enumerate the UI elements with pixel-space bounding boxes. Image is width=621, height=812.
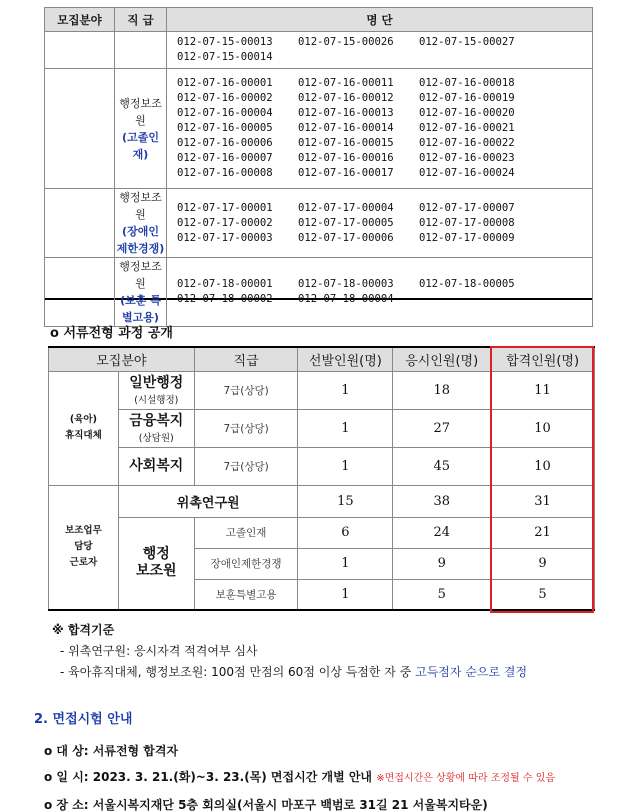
row-field: 일반행정 (시설행정) [118,371,194,409]
candidate-id: 012-07-16-00004 [177,107,273,119]
candidate-id: 012-07-17-00001 [177,201,273,214]
interview-place: o 장 소: 서울시복지재단 5층 회의실(서울시 마포구 백범로 31길 21 서울복지타운) [44,798,488,812]
section-title-interview: 2. 면접시험 안내 [34,712,133,727]
roster-field-name: 행정보조원 [119,191,162,221]
candidate-id: 012-07-17-00007 [419,201,515,214]
interview-info [44,738,555,812]
candidate-id: 012-07-16-00007 [177,152,273,164]
candidate-id: 012-07-17-00005 [298,216,394,229]
row-passed: 5 [491,579,595,610]
roster-blank-cell [45,258,115,327]
row-rank: 7급(상당) [194,447,298,485]
pass-criteria [52,620,527,683]
row-applied: 27 [393,409,491,447]
roster-field-cell [115,32,167,69]
roster-field-cell [115,189,167,258]
row-applied: 24 [393,517,491,548]
row-selected: 1 [298,579,393,610]
roster-blank-cell [45,32,115,69]
row-selected: 1 [298,548,393,579]
roster-field-cell [115,258,167,327]
candidate-id: 012-07-17-00009 [419,231,515,244]
roster-row [45,189,593,258]
roster-id-list [167,32,593,69]
candidate-id: 012-07-16-00005 [177,122,273,134]
candidate-id: 012-07-16-00019 [419,92,515,104]
row-passed: 10 [491,447,595,485]
candidate-id: 012-07-17-00008 [419,216,515,229]
row-applied: 45 [393,447,491,485]
roster-frame [44,7,593,324]
candidate-id: 012-07-17-00004 [298,201,394,214]
candidate-id: 012-07-16-00023 [419,152,515,164]
candidate-id: 012-07-15-00026 [298,36,394,48]
row-applied: 38 [393,485,491,517]
section-title-screening: o 서류전형 과정 공개 [50,326,173,341]
roster-id-list [167,69,593,189]
roster-row [45,258,593,327]
roster-id-list [167,258,593,327]
row-subfield: 고졸인재 [194,517,298,548]
candidate-id: 012-07-16-00022 [419,137,515,149]
candidate-id: 012-07-15-00027 [419,36,515,48]
roster-id-list [167,189,593,258]
result-header-rank: 직급 [194,347,298,371]
result-header-selected: 선발인원(명) [298,347,393,371]
candidate-id: 012-07-16-00008 [177,167,273,179]
row-passed: 9 [491,548,595,579]
candidate-id: 012-07-17-00006 [298,231,394,244]
row-selected: 15 [298,485,393,517]
row-field: 금융복지 (상담원) [118,409,194,447]
roster-table [44,7,593,327]
criteria-title: ※ 합격기준 [52,623,115,637]
row-rank: 7급(상당) [194,409,298,447]
roster-field-name: 행정보조원 [119,260,162,290]
roster-row [45,69,593,189]
candidate-id: 012-07-16-00011 [298,77,394,89]
result-header-field: 모집분야 [49,347,195,371]
row-field: 사회복지 [118,447,194,485]
candidate-id: 012-07-18-00003 [298,278,394,290]
candidate-id: 012-07-16-00024 [419,167,515,179]
candidate-id: 012-07-18-00005 [419,278,515,290]
row-selected: 1 [298,371,393,409]
candidate-id: 012-07-16-00014 [298,122,394,134]
candidate-id: 012-07-16-00012 [298,92,394,104]
roster-header-names: 명 단 [167,8,593,32]
candidate-id: 012-07-16-00013 [298,107,394,119]
row-applied: 18 [393,371,491,409]
row-research-field: 위촉연구원 [118,485,298,517]
row-applied: 5 [393,579,491,610]
interview-target: o 대 상: 서류전형 합격자 [44,744,179,758]
candidate-id: 012-07-18-00001 [177,278,273,290]
row-applied: 9 [393,548,491,579]
roster-field-subtype: (고졸인재) [122,130,159,161]
row-passed: 31 [491,485,595,517]
roster-blank-cell [45,189,115,258]
candidate-id: 012-07-16-00018 [419,77,515,89]
row-rank: 7급(상당) [194,371,298,409]
screening-result-table [48,346,595,611]
row-passed: 11 [491,371,595,409]
interview-time: o 일 시: 2023. 3. 21.(화)~3. 23.(목) 면접시간 개별 안내 ※면접시간은 상황에 따라 조정될 수 있음 [44,770,556,784]
candidate-id: 012-07-16-00021 [419,122,515,134]
group-support-worker: 보조업무 담당 근로자 [49,485,119,610]
result-header-applied: 응시인원(명) [393,347,491,371]
candidate-id: 012-07-16-00015 [298,137,394,149]
roster-field-subtype: (보훈 특별고용) [120,294,161,324]
roster-blank-cell [45,69,115,189]
candidate-id: 012-07-16-00001 [177,77,273,89]
row-selected: 1 [298,447,393,485]
row-selected: 6 [298,517,393,548]
roster-row [45,32,593,69]
row-subfield: 장애인제한경쟁 [194,548,298,579]
candidate-id: 012-07-16-00017 [298,167,394,179]
admin-assistant-field: 행정 보조원 [118,517,194,610]
criteria-line-research: - 위촉연구원: 응시자격 적격여부 심사 [60,644,258,658]
candidate-id: 012-07-18-00004 [298,293,394,305]
row-subfield: 보훈특별고용 [194,579,298,610]
candidate-id: 012-07-16-00002 [177,92,273,104]
group-leave-replacement: (육아) 휴직대체 [49,371,119,485]
criteria-line-general: - 육아휴직대체, 행정보조원: 100점 만점의 60점 이상 득점한 자 중 고득점자 순으로 결정 [60,665,528,679]
candidate-id: 012-07-15-00014 [177,51,273,63]
roster-field-cell [115,69,167,189]
candidate-id: 012-07-17-00002 [177,216,273,229]
candidate-id: 012-07-16-00016 [298,152,394,164]
roster-field-name: 행정보조원 [119,96,162,127]
row-selected: 1 [298,409,393,447]
candidate-id: 012-07-16-00020 [419,107,515,119]
candidate-id: 012-07-15-00013 [177,36,273,48]
roster-header-rank: 직 급 [115,8,167,32]
result-header-passed: 합격인원(명) [491,347,595,371]
row-passed: 10 [491,409,595,447]
candidate-id: 012-07-16-00006 [177,137,273,149]
row-passed: 21 [491,517,595,548]
candidate-id: 012-07-18-00002 [177,293,273,305]
roster-header-field: 모집분야 [45,8,115,32]
candidate-id: 012-07-17-00003 [177,231,273,244]
roster-field-subtype: (장애인 제한경쟁) [116,225,165,255]
